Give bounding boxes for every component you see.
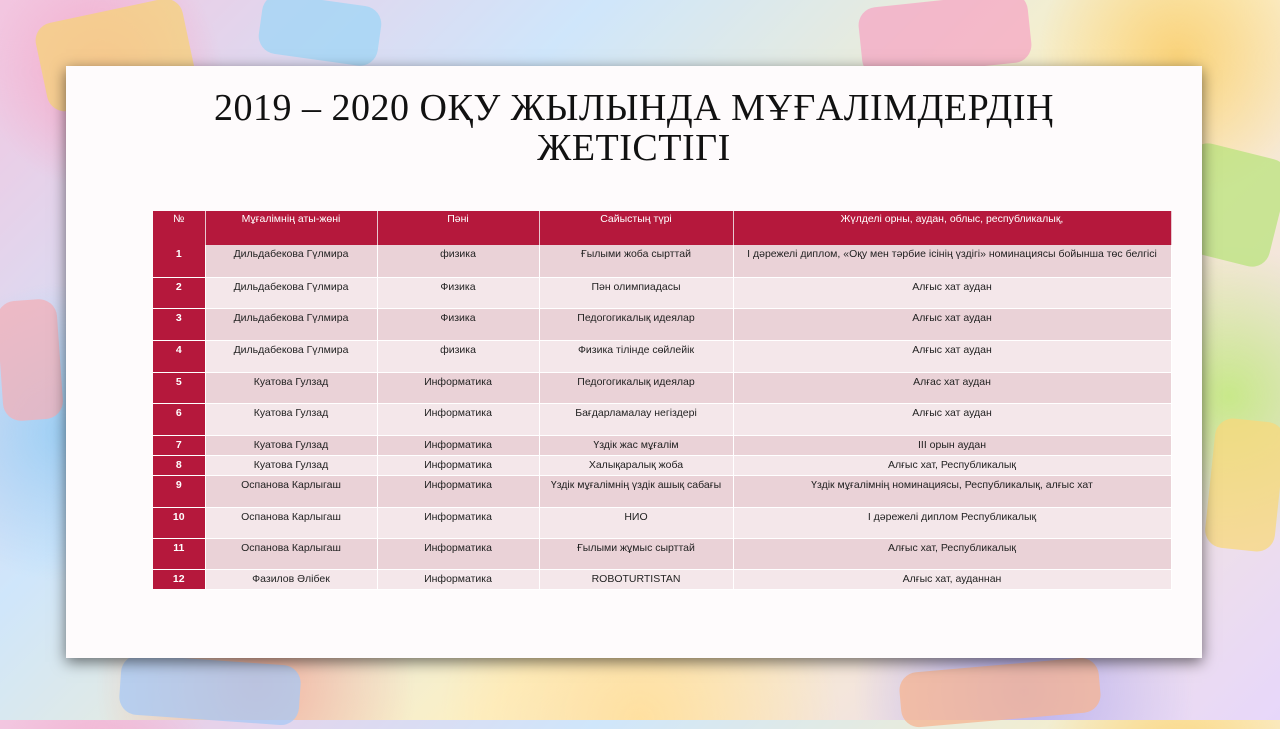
award: Алғыс хат аудан	[733, 277, 1171, 308]
row-number: 4	[153, 340, 205, 372]
competition-type: Үздік жас мұғалім	[539, 435, 733, 455]
competition-type: НИО	[539, 507, 733, 538]
teacher-name: Оспанова Карлыгаш	[205, 507, 377, 538]
row-number: 9	[153, 475, 205, 507]
competition-type: Педогогикалық идеялар	[539, 372, 733, 403]
award: Алғыс хат, Республикалық	[733, 538, 1171, 569]
table-row	[153, 569, 1171, 589]
subject: Информатика	[377, 455, 539, 475]
subject: Физика	[377, 277, 539, 308]
table-row	[153, 538, 1171, 569]
teacher-name: Фазилов Әлібек	[205, 569, 377, 589]
row-number: 11	[153, 538, 205, 569]
subject: Информатика	[377, 569, 539, 589]
header-number: №	[153, 211, 205, 245]
teacher-name: Куатова Гулзад	[205, 455, 377, 475]
competition-type: ROBOTURTISTAN	[539, 569, 733, 589]
teacher-name: Куатова Гулзад	[205, 403, 377, 435]
teacher-name: Дильдабекова Гүлмира	[205, 245, 377, 277]
competition-type: Пән олимпиадасы	[539, 277, 733, 308]
header-award: Жүлделі орны, аудан, облыс, республикалық,	[733, 211, 1171, 245]
decorative-block	[118, 654, 302, 726]
decorative-block	[256, 0, 383, 68]
award: III орын аудан	[733, 435, 1171, 455]
teacher-name: Оспанова Карлыгаш	[205, 475, 377, 507]
teacher-name: Дильдабекова Гүлмира	[205, 340, 377, 372]
competition-type: Ғылыми жұмыс сырттай	[539, 538, 733, 569]
award: Алғыс хат аудан	[733, 340, 1171, 372]
slide-title-line-2: ЖЕТІСТІГІ	[537, 127, 731, 169]
table-row	[153, 372, 1171, 403]
teacher-name: Дильдабекова Гүлмира	[205, 277, 377, 308]
table-row	[153, 340, 1171, 372]
award: Алғыс хат аудан	[733, 308, 1171, 340]
table-row	[153, 475, 1171, 507]
teacher-name: Куатова Гулзад	[205, 435, 377, 455]
decorative-block	[898, 656, 1102, 728]
subject: Информатика	[377, 403, 539, 435]
award: Алғыс хат, ауданнан	[733, 569, 1171, 589]
award: Алғыс хат, Республикалық	[733, 455, 1171, 475]
award: I дәрежелі диплом, «Оқу мен тәрбие ісінің үздігі» номинациясы бойынша төс белгісі	[733, 245, 1171, 277]
competition-type: Физика тілінде сөйлейік	[539, 340, 733, 372]
row-number: 8	[153, 455, 205, 475]
row-number: 7	[153, 435, 205, 455]
header-subject: Пәні	[377, 211, 539, 245]
subject: Информатика	[377, 538, 539, 569]
table-header-row	[153, 211, 1171, 245]
subject: Информатика	[377, 507, 539, 538]
subject: Информатика	[377, 435, 539, 455]
subject: физика	[377, 245, 539, 277]
row-number: 5	[153, 372, 205, 403]
slide-title-line-1: 2019 – 2020 ОҚУ ЖЫЛЫНДА МҰҒАЛІМДЕРДІҢ	[214, 87, 1054, 129]
row-number: 3	[153, 308, 205, 340]
row-number: 2	[153, 277, 205, 308]
header-competition-type: Сайыстың түрі	[539, 211, 733, 245]
row-number: 12	[153, 569, 205, 589]
award: I дәрежелі диплом Республикалық	[733, 507, 1171, 538]
table-row	[153, 435, 1171, 455]
slide-title	[66, 88, 1202, 168]
achievements-table	[153, 211, 1172, 590]
subject: Информатика	[377, 475, 539, 507]
teacher-name: Дильдабекова Гүлмира	[205, 308, 377, 340]
decorative-block	[1203, 417, 1280, 554]
header-teacher-name: Мұғалімнің аты-жөні	[205, 211, 377, 245]
subject: физика	[377, 340, 539, 372]
award: Алғыс хат аудан	[733, 403, 1171, 435]
row-number: 6	[153, 403, 205, 435]
table-row	[153, 308, 1171, 340]
award: Үздік мұғалімнің номинациясы, Республикалық, алғыс хат	[733, 475, 1171, 507]
subject: Информатика	[377, 372, 539, 403]
table-row	[153, 245, 1171, 277]
table-row	[153, 507, 1171, 538]
competition-type: Үздік мұғалімнің үздік ашық сабағы	[539, 475, 733, 507]
row-number: 10	[153, 507, 205, 538]
competition-type: Ғылыми жоба сырттай	[539, 245, 733, 277]
award: Алғас хат аудан	[733, 372, 1171, 403]
subject: Физика	[377, 308, 539, 340]
decorative-block	[0, 298, 64, 422]
table-row	[153, 277, 1171, 308]
teacher-name: Оспанова Карлыгаш	[205, 538, 377, 569]
slide-panel	[66, 66, 1202, 658]
row-number: 1	[153, 245, 205, 277]
competition-type: Халықаралық жоба	[539, 455, 733, 475]
table-row	[153, 403, 1171, 435]
competition-type: Бағдарламалау негіздері	[539, 403, 733, 435]
teacher-name: Куатова Гулзад	[205, 372, 377, 403]
competition-type: Педогогикалық идеялар	[539, 308, 733, 340]
table-row	[153, 455, 1171, 475]
